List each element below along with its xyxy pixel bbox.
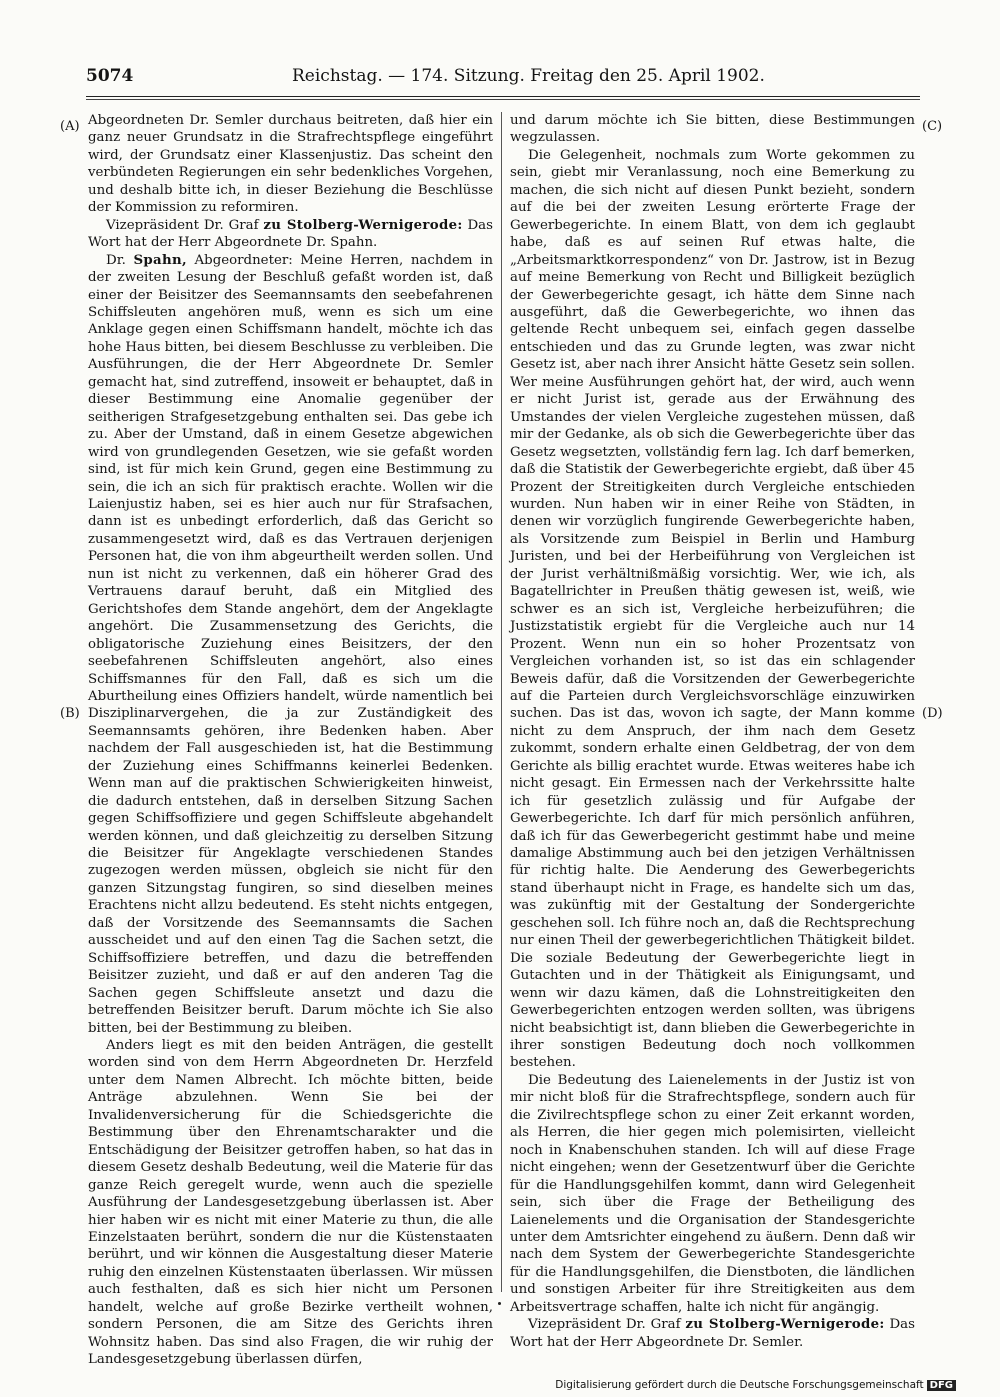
left-paragraph-4: Anders liegt es mit den beiden Anträgen, die gestellt worden sind von dem Herrn Abgeordneten Dr. Herzfeld unter dem Namen Albrecht. Ich möchte bitten, beide Anträge abzulehnen. Wenn Sie bei der Invalidenversicherung für die Schiedsgerichte die Bestimmung über den Ehrenamtscharakter und die Entschädigung der Beisitzer getroffen haben, so hat das in diesem Gesetz deshalb Bedeutung, weil die Materie für das ganze Reich geregelt wurde, wenn auch die spezielle Ausführung der Landesgesetzgebung überlassen ist. Aber hier haben wir es nicht mit einer Materie zu thun, die alle Einzelstaaten berührt, sondern die nur die Küstenstaaten berührt, und wir können die Ausgestaltung dieser Materie ruhig den einzelnen Küstenstaaten überlassen. Wir müssen auch festhalten, daß es sich hier nicht um Personen handelt, welche auf große Bezirke vertheilt wohnen, sondern Personen, die am Sitze des Gerichts ihren Wohnsitz haben. Das sind also Fragen, die wir ruhig der Landesgesetzgebung überlassen dürfen, (88, 1038, 493, 1368)
footer-text: Digitalisierung gefördert durch die Deutsche Forschungsgemeinschaft (555, 1379, 924, 1391)
speaker-intro: Vizepräsident Dr. Graf (106, 217, 264, 233)
left-paragraph-1: Abgeordneten Dr. Semler durchaus beitreten, daß hier ein ganz neuer Grundsatz in die Strafrechtspflege eingeführt wird, der Grundsatz einer Klassenjustiz. Das scheint den verbündeten Regierungen ein sehr bedenkliches Vorgehen, und deshalb bitte ich, in dieser Beziehung die Beschlüsse der Kommission zu reformiren. (88, 113, 493, 216)
margin-marker-c: (C) (922, 119, 943, 134)
speaker-text: Das Wort hat der Herr Abgeordnete Dr. Semler. (510, 1317, 915, 1350)
ink-dot (498, 1302, 501, 1305)
left-paragraph-3 (88, 252, 493, 1037)
speaker-intro: Dr. (106, 252, 134, 268)
speaker-name: Spahn, (133, 251, 187, 268)
dfg-logo-icon: DFG (927, 1380, 956, 1391)
right-paragraph-2: Die Gelegenheit, nochmals zum Worte gekommen zu sein, giebt mir Veranlassung, noch eine Bemerkung zu machen, die sich nicht auf diesen Punkt bezieht, sondern auf die bei der zweiten Lesung erörterte Frage der Gewerbegerichte. In einem Blatt, von dem ich geglaubt habe, daß es auf seinen Ruf etwas halte, die „Arbeitsmarktkorrespondenz“ von Dr. Jastrow, ist in Bezug auf meine Bemerkung von Recht und Billigkeit bezüglich der Gewerbegerichte gesagt, ich hätte dem Sinne nach ausgeführt, daß die Gewerbegerichte, wo ihnen das geltende Recht unbequem sei, einfach gegen dasselbe entschieden und das zu Grunde legten, was zwar nicht Gesetz ist, aber nach ihrer Ansicht hätte Gesetz sein sollen. Wer meine Ausführungen gehört hat, der wird, auch wenn er nicht Jurist ist, gerade aus der Erwähnung des Umstandes der vielen Vergleiche zugestehen müssen, daß mir der Gedanke, als ob sich die Gewerbegerichte über das Gesetz wegsetzten, vollständig fern lag. Ich darf bemerken, daß die Statistik der Gewerbegerichte ergiebt, daß über 45 Prozent der Streitigkeiten durch Vergleiche entschieden wurden. Nun haben wir in einer Reihe von Städten, in denen wir vorzüglich fungirende Gewerbegerichte haben, als Vorsitzende zum Beispiel in Berlin und Hamburg Juristen, und bei der Herbeiführung von Vergleichen ist der Jurist verhältnißmäßig vorsichtig. Wer, wie ich, als Bagatellrichter in Preußen thätig gewesen ist, weiß, wie schwer es an sich ist, Vergleiche herbeizuführen; die Justizstatistik ergiebt für die Vergleiche auch nur 14 Prozent. Wenn nun ein so hoher Prozentsatz von Vergleichen vorhanden ist, so ist das ein schlagender Beweis dafür, daß die Vorsitzenden der Gewerbegerichte auf die Parteien durch Vergleichsvorschläge einzuwirken suchen. Das ist das, wovon ich sagte, der Mann komme nicht zu dem Anspruch, der ihm nach dem Gesetz zukommt, sondern erhalte einen Geldbetrag, der von dem Gerichte als billig erachtet wurde. Etwas weiteres habe ich nicht gesagt. Ein Ermessen nach der Verkehrssitte halte ich für gesetzlich zulässig und für Aufgabe der Gewerbegerichte. Ich darf für mich persönlich anführen, daß ich für das Gewerbegericht gestimmt habe und meine damalige Abstimmung auch bei den jetzigen Verhältnissen für richtig halte. Die Aenderung des Gewerbegerichts stand überhaupt nicht in Frage, es handelte sich um das, was zukünftig mit der Gestaltung der Sondergerichte geschehen soll. Ich führe noch an, daß die Rechtsprechung nur einen Theil der gewerbegerichtlichen Thätigkeit bildet. Die soziale Bedeutung der Gewerbegerichte liegt in Gutachten und in der Thätigkeit als Einigungsamt, und wenn wir dazu kämen, daß die Lohnstreitigkeiten den Gewerbegerichten entzogen werden sollten, was übrigens nicht beabsichtigt ist, dann blieben die Gewerbegerichte in ihrer sonstigen Bedeutung doch noch vollkommen bestehen. (510, 147, 915, 1071)
page-title: Reichstag. — 174. Sitzung. Freitag den 25. April 1902. (292, 66, 765, 86)
speaker-intro: Vizepräsident Dr. Graf (528, 1317, 686, 1333)
left-paragraph-2 (88, 217, 493, 252)
page-number: 5074 (86, 66, 134, 86)
header-rule (86, 96, 920, 97)
margin-marker-a: (A) (60, 119, 80, 134)
margin-marker-d: (D) (922, 706, 943, 721)
footer (555, 1379, 956, 1391)
speaker-text: Abgeordneter: Meine Herren, nachdem in der zweiten Lesung der Beschluß gefaßt worden ist, daß einer der Beisitzer des Seemannsamts den seebefahrenen Schiffsleuten angehören muß, wenn es sich um eine Anklage gegen einen Schiffsmann handelt, möchte ich das hohe Haus bitten, bei diesem Beschlusse zu verbleiben. Die Ausführungen, die der Herr Abgeordnete Dr. Semler gemacht hat, sind zutreffend, insoweit er behauptet, daß in dieser Bestimmung eine Anomalie gegenüber der seitherigen Strafgesetzgebung enthalten sei. Das gebe ich zu. Aber der Umstand, daß in einem Gesetze abgewichen wird von grundlegenden Gesetzen, wie sie gefaßt worden sind, ist für mich kein Grund, gegen eine Bestimmung zu sein, die ich an sich für praktisch erachte. Wollen wir die Laienjustiz haben, sei es hier auch nur für Strafsachen, dann ist es unbedingt erforderlich, daß das Gericht so zusammengesetzt wird, daß es das Vertrauen derjenigen Personen hat, die von ihm abgeurtheilt werden sollen. Und nun ist nicht zu verkennen, daß ein höherer Grad des Vertrauens darauf beruht, daß ein Mitglied des Gerichtshofes dem Stande angehört, dem der Angeklagte angehört. Die Zusammensetzung des Gerichts, die obligatorische Zuziehung eines Beisitzers, der den seebefahrenen Schiffsleuten angehört, also eines Schiffsmannes für den Fall, daß es sich um die Aburtheilung eines Offiziers handelt, würde namentlich bei Disziplinarvergehen, die ja zur Zuständigkeit des Seemannsamts gehören, ihre Bedenken haben. Aber nachdem der Fall ausgeschieden ist, hat die Bestimmung der Zuziehung eines Schiffmanns keinerlei Bedenken. Wenn man auf die praktischen Schwierigkeiten hinweist, die dadurch entstehen, daß in derselben Sitzung Sachen gegen Schiffsoffiziere und gegen Schiffsleute abgehandelt werden können, und daß gleichzeitig zu derselben Sitzung die Beisitzer für Angeklagte verschiedenen Standes zugezogen werden müssen, obgleich sie nicht für den ganzen Sitzungstag fungiren, so sind dieselben meines Erachtens nicht allzu bedeutend. Es steht nichts entgegen, daß der Vorsitzende des Seemannsamts die Sachen ausscheidet und auf den einen Tag die Sachen setzt, die Schiffsoffiziere betreffen, und dazu die betreffenden Beisitzer zuzieht, und daß er auf den anderen Tag die Sachen gegen Schiffsleute ansetzt und dazu die betreffenden Beisitzer beruft. Darum möchte ich Sie also bitten, bei der Bestimmung zu bleiben. (88, 252, 493, 1036)
right-paragraph-4 (510, 1316, 915, 1351)
speaker-name: zu Stolberg-Wernigerode: (685, 1316, 885, 1333)
header-rule-thin (86, 99, 920, 100)
right-paragraph-1: und darum möchte ich Sie bitten, diese Bestimmungen wegzulassen. (510, 113, 915, 146)
left-column (88, 112, 493, 1369)
page-header (86, 66, 920, 92)
speaker-text: Das Wort hat der Herr Abgeordnete Dr. Spahn. (88, 217, 493, 251)
speaker-name: zu Stolberg-Wernigerode: (263, 216, 463, 233)
column-divider (501, 112, 502, 1292)
right-paragraph-3: Die Bedeutung des Laienelements in der Justiz ist von mir nicht bloß für die Strafrechtspflege, sondern auch für die Zivilrechtspflege schon zu einer Zeit erkannt worden, als Herren, die hier gegen mich polemisirten, vielleicht noch in Knabenschuhen standen. Ich will auf diese Frage nicht eingehen; wenn der Gesetzentwurf über die Gerichte für die Handlungsgehilfen kommt, dann wird Gelegenheit sein, sich über die Frage der Betheiligung des Laienelements und die Organisation der Standesgerichte unter dem Amtsrichter eingehend zu äußern. Denn daß wir nach dem System der Gewerbegerichte Standesgerichte für die Handlungsgehilfen, die Dienstboten, die ländlichen und sonstigen Arbeiter für ihre Streitigkeiten aus dem Arbeitsvertrage schaffen, halte ich nicht für angängig. (510, 1072, 915, 1315)
margin-marker-b: (B) (60, 706, 80, 721)
right-column (510, 112, 915, 1351)
